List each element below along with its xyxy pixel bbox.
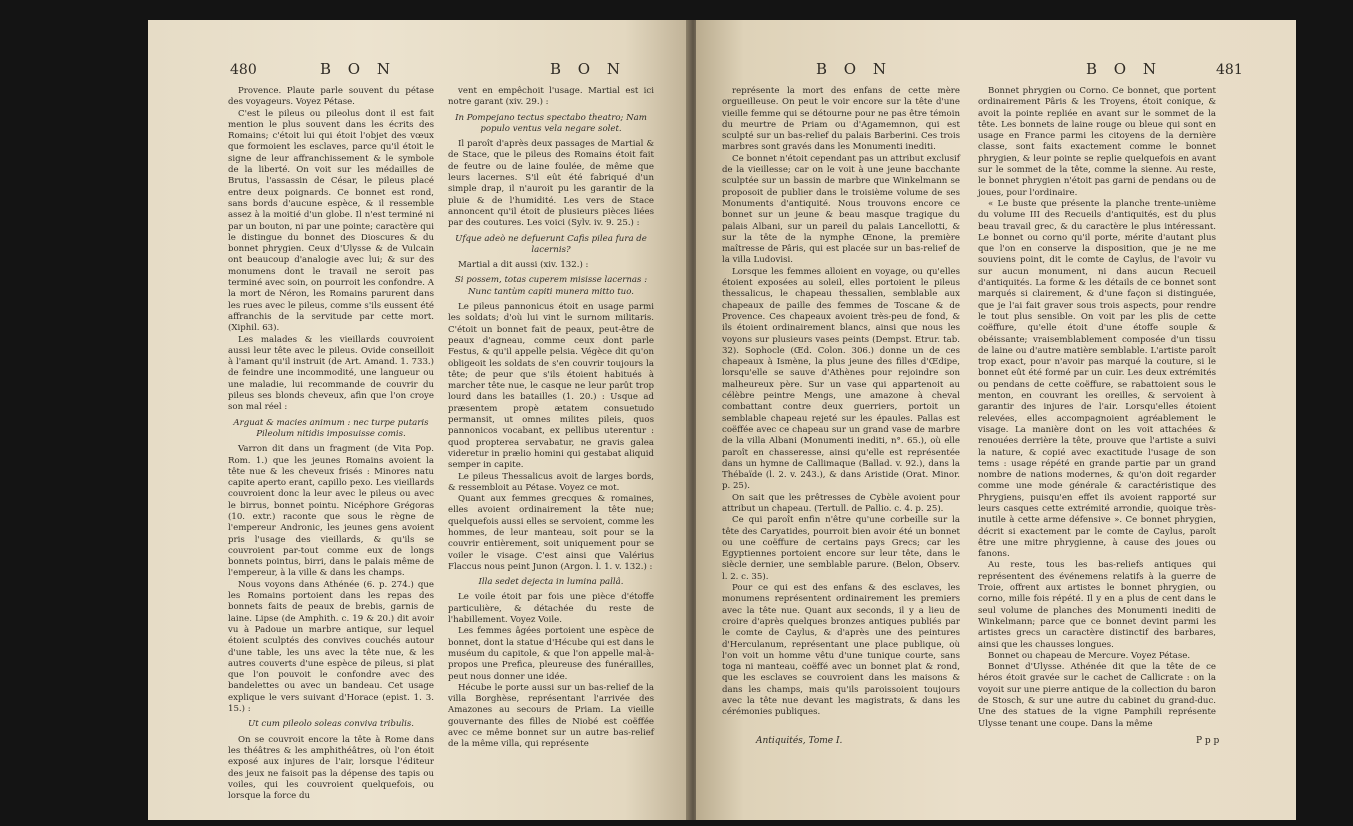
paragraph: C'est le pileus ou pileolus dont il est fait mention le plus souvent dans les écrits des Romains; c'étoit lui qui étoit l'objet des vœux que formoient les esclaves, parce qu'il étoit le signe de leur affranchissement & le symbole de la liberté. On voit sur les médailles de Brutus, l'assassin de César, le pileus placé entre deux poignards. Ce bonnet est rond, sans bords d'aucune espèce, & il ressemble assez à la moitié d'un globe. Il n'est terminé ni par un bouton, ni par une pointe; caractère qui le distingue du bonnet des Dioscures & du bonnet phrygien. Ceux d'Ulysse & de Vulcain ont beaucoup d'analogie avec lui; & sur des monumens dont le travail ne seroit pas terminé avec soin, on pourroit les confondre. A la mort de Néron, les Romains parurent dans les rues avec le pileus, comme s'ils eussent été affranchis de la servitude par cette mort. (Xiphil. 63). — [228, 108, 434, 334]
paragraph: Provence. Plaute parle souvent du pétase des voyageurs. Voyez Pétase. — [228, 86, 434, 108]
paragraph: Le pileus Thessalicus avoit de larges bords, & ressembloit au Pétase. Voyez ce mot. — [448, 471, 654, 493]
paragraph: On se couvroit encore la tête à Rome dans les théâtres & les amphithéâtres, où l'on étoit exposé aux injures de l'air, lorsque l'éditeur des jeux ne faisoit pas la dépense des tapis ou voiles, qui les couvroient quelquefois, ou lorsque la force du — [228, 734, 434, 802]
paragraph: représente la mort des enfans de cette mère orgueilleuse. On peut le voir encore sur la tête d'une vieille femme qui se détourne pour ne pas être témoin du meurtre de Priam ou d'Agamemnon, qui est sculpté sur un bas-relief du palais Barberini. Ces trois marbres sont gravés dans les Monumenti inediti. — [722, 86, 960, 153]
page-number-left: 480 — [230, 62, 257, 78]
paragraph: Varron dit dans un fragment (de Vita Pop. Rom. 1.) que les jeunes Romains avoient la tête nue & les cheveux frisés : Minores natu capite aperto erant, capillo pexo. Les vieillards couvroient donc la leur avec le pileus ou avec le birrus, bonnet pointu. Nicéphore Grégoras (10. extr.) raconte que sous le règne de l'empereur Andronic, les jeunes gens avoient pris l'usage des vieillards, & qu'ils se couvroient par-tout comme eux de longs bonnets pointus, birri, dans le palais même de l'empereur, à la ville & dans les champs. — [228, 444, 434, 579]
paragraph: Il paroît d'après deux passages de Martial & de Stace, que le pileus des Romains étoit fait de feutre ou de laine foulée, de même que leurs lacernes. S'il eût été fabriqué d'un simple drap, il n'auroit pu les garantir de la pluie & de l'humidité. Les vers de Stace annoncent qu'il étoit de plusieurs pièces liées par des coutures. Les voici (Sylv. iv. 9. 25.) : — [448, 139, 654, 229]
page-footer: Antiquités, Tome I. — [756, 736, 843, 746]
paragraph: Les femmes âgées portoient une espèce de bonnet, dont la statue d'Hécube qui est dans le muséum du capitole, & que l'on appelle mal-à-propos une Prefica, pleureuse des funérailles, peut nous donner une idée. — [448, 626, 654, 682]
open-book — [148, 20, 1296, 820]
latin-verse: In Pompejano tectus spectabo theatro; Nam populo ventus vela negare solet. — [455, 112, 647, 134]
latin-verse: Ut cum pileolo soleas conviva tribulis. — [247, 719, 415, 730]
latin-verse: Illa sedet dejecta in lumina pallâ. — [478, 577, 624, 588]
paragraph: Les malades & les vieillards couvroient aussi leur tête avec le pileus. Ovide conseilloit à l'amant qu'il instruit (de Art. Amand. 1. 733.) de feindre une incommodité, une langueur ou une maladie, lui recommande de couvrir du pileus ses blonds cheveux, afin que l'on croye son mal réel : — [228, 334, 434, 413]
left-column-1 — [228, 86, 434, 802]
paragraph: Pour ce qui est des enfans & des esclaves, les monumens représentent ordinairement les premiers avec la tête nue. Quant aux seconds, il y a lieu de croire d'après quelques bronzes antiques publiés par le comte de Caylus, & d'après une des peintures d'Herculanum, représentant une place publique, où l'on voit un homme vêtu d'une tunique courte, sans toga ni manteau, coëffé avec un bonnet plat & rond, que les esclaves se couvroient dans les maisons & dans les champs, mais qu'ils paroissoient toujours avec la tête nue devant les magistrats, & dans les cérémonies publiques. — [722, 583, 960, 718]
right-page — [696, 20, 1296, 820]
latin-verse: Arguat & macies animum : nec turpe putaris Pileolum nitidis imposuisse comis. — [233, 417, 429, 439]
paragraph: vent en empêchoit l'usage. Martial est ici notre garant (xiv. 29.) : — [448, 86, 654, 108]
latin-verse: Ufque adeò ne defuerunt Cafis pilea fura de lacernis? — [455, 233, 647, 255]
right-column-2 — [978, 86, 1216, 730]
right-column-1 — [722, 86, 960, 719]
signature-mark: P p p — [1196, 736, 1220, 746]
running-head-left-col2: B O N — [550, 60, 626, 78]
paragraph: Martial a dit aussi (xiv. 132.) : — [458, 260, 589, 271]
paragraph: Bonnet ou chapeau de Mercure. Voyez Pétase. — [988, 650, 1191, 661]
paragraph: Ce bonnet n'étoit cependant pas un attribut exclusif de la vieillesse; car on le voit à une jeune bacchante sculptée sur un bassin de marbre que Winkelmann se proposoit de publier dans le troisième volume de ses Monuments d'antiquité. Nous trouvons encore ce bonnet sur un jeune & beau masque tragique du palais Albani, sur un pareil du palais Lancellotti, & sur la tête de la nymphe Œnone, la première maîtresse de Pâris, qui est placée sur un bas-relief de la villa Ludovisi. — [722, 153, 960, 266]
paragraph: On sait que les prêtresses de Cybèle avoient pour attribut un chapeau. (Tertull. de Pallio. c. 4. p. 25). — [722, 492, 960, 514]
paragraph: « Le buste que présente la planche trente-unième du volume III des Recueils d'antiquités, est du plus beau travail grec, & du caractère le plus intéressant. Le bonnet ou corno qu'il porte, mérite d'autant plus que l'on en conserve la disposition, que je ne me souviens point, dit le comte de Caylus, de l'avoir vu sur aucun monument, ni dans aucun Recueil d'antiquités. La forme & les détails de ce bonnet sont marqués si clairement, & d'une façon si distinguée, que je l'ai fait graver sous trois aspects, pour rendre le tout plus sensible. On voit par les plis de cette coëffure, qu'elle étoit d'une étoffe souple & obéissante; vraisemblablement composée d'un tissu de laine ou d'autre matière semblable. L'artiste paroît trop exact, pour n'avoir pas marqué la couture, si le bonnet eût été formé par un cuir. Les deux extrémités ou pendans de cette coëffure, se rabattoient sous le menton, en couvrant les oreilles, & servoient à garantir des injures de l'air. Lorsqu'elles étoient relevées, elles accompagnoient agréablement le visage. La manière dont on les voit attachées & renouées derrière la tête, prouve que l'artiste a suivi la nature, & copié avec exactitude l'usage de son tems : usage répété en grande partie par un grand nombre de nations modernes, & qu'on doit regarder comme une mode générale & caractéristique des Phrygiens, puisqu'en effet ils avoient rapporté sur leurs casques cette extrémité arrondie, quoique très-inutile à cette arme défensive ». Ce bonnet phrygien, décrit si exactement par le comte de Caylus, paroît être une mitre phrygienne, à cause des joues ou fanons. — [978, 198, 1216, 560]
paragraph: Hécube le porte aussi sur un bas-relief de la villa Borghèse, représentant l'arrivée des Amazones au secours de Priam. La vieille gouvernante des filles de Niobé est coëffée avec ce même bonnet sur un autre bas-relief de la même villa, qui représente — [448, 682, 654, 750]
paragraph: Le voile étoit par fois une pièce d'étoffe particulière, & détachée du reste de l'habillement. Voyez Voile. — [448, 592, 654, 626]
latin-verse: Si possem, totas cuperem misisse lacernas : Nunc tantùm capiti munera mitto tuo. — [454, 275, 648, 297]
paragraph: Le pileus pannonicus étoit en usage parmi les soldats; d'où lui vint le surnom militaris. C'étoit un bonnet fait de peaux, peut-être de peaux d'agneau, comme ceux dont parle Festus, & qu'il appelle pelsia. Végèce dit qu'on obligeoit les soldats de s'en couvrir toujours la tête; de peur que s'ils étoient habitués à marcher tête nue, le casque ne leur parût trop lourd dans les batailles (1. 20.) : Usque ad præsentem propè ætatem consuetudo permansit, ut omnes milites pileis, quos pannonicos vocabant, ex pellibus uterentur : quod propterea servabatur, ne gravis galea videretur in prælio homini qui gestabat aliquid semper in capite. — [448, 302, 654, 471]
paragraph: Nous voyons dans Athénée (6. p. 274.) que les Romains portoient dans les repas des bonnets faits de peaux de brebis, garnis de laine. Lipse (de Amphith. c. 19 & 20.) dit avoir vu à Padoue un marbre antique, sur lequel étoient sculptés des convives couchés autour d'une table, les uns avec la tête nue, & les autres couverts d'une espèce de pileus, si plat que l'on pouvoit le confondre avec des bandelettes ou avec un bandeau. Cet usage explique le vers suivant d'Horace (epist. 1. 3. 15.) : — [228, 579, 434, 715]
running-head-right-col2: B O N — [1086, 60, 1162, 78]
page-number-right: 481 — [1216, 62, 1243, 78]
left-page — [148, 20, 690, 820]
paragraph: Au reste, tous les bas-reliefs antiques qui représentent des événemens relatifs à la guerre de Troie, offrent aux artistes le bonnet phrygien, ou corno, mille fois répété. Il y en a plus de cent dans le seul volume de planches des Monumenti inediti de Winkelmann; parce que ce bonnet devint parmi les artistes grecs un caractère distinctif des barbares, ainsi que les chausses longues. — [978, 560, 1216, 650]
right-page-header — [696, 60, 1296, 88]
paragraph: Lorsque les femmes alloient en voyage, ou qu'elles étoient exposées au soleil, elles portoient le pileus thessalicus, le chapeau thessalien, semblable aux chapeaux de paille des femmes de Toscane & de Provence. Ces chapeaux avoient très-peu de fond, & ils étoient ordinairement blancs, ainsi que nous les voyons sur plusieurs vases peints (Dempst. Etrur. tab. 32). Sophocle (Œd. Colon. 306.) donne un de ces chapeaux à Ismène, la plus jeune des filles d'Œdipe, lorsqu'elle se sauve d'Athènes pour rejoindre son malheureux père. Sur un vase qui appartenoit au célèbre peintre Mengs, une amazone à cheval combattant contre deux guerriers, portoit un semblable chapeau rejeté sur les épaules. Pallas est coëffée avec ce chapeau sur un grand vase de marbre de la villa Albani (Monumenti inediti, n°. 65.), où elle paroît en chasseresse, ainsi qu'elle est représentée dans un hymne de Callimaque (Ballad. v. 92.), dans la Thébaïde (l. 2. v. 243.), & dans Aristide (Orat. Minor. p. 25). — [722, 266, 960, 492]
paragraph: Quant aux femmes grecques & romaines, elles avoient ordinairement la tête nue; quelquefois aussi elles se servoient, comme les hommes, de leur manteau, soit pour se la couvrir entièrement, soit uniquement pour se voiler le visage. C'est ainsi que Valérius Flaccus nous peint Junon (Argon. l. 1. v. 132.) : — [448, 494, 654, 572]
left-page-header — [148, 60, 690, 88]
paragraph: Bonnet phrygien ou Corno. Ce bonnet, que portent ordinairement Pâris & les Troyens, étoit conique, & avoit la pointe repliée en avant sur le sommet de la tête. Les bonnets de laine rouge ou bleue qui sont en usage en France parmi les citoyens de la dernière classe, sont faits exactement comme le bonnet phrygien, & leur pointe se replie quelquefois en avant sur le sommet de la tête, comme la sienne. Au reste, le bonnet phrygien n'étoit pas garni de pendans ou de joues, pour l'ordinaire. — [978, 86, 1216, 198]
running-head-right-col1: B O N — [816, 60, 892, 78]
paragraph: Bonnet d'Ulysse. Athénée dit que la tête de ce héros étoit gravée sur le cachet de Callicrate : on la voyoit sur une pierre antique de la collection du baron de Stosch, & sur une autre du cabinet du grand-duc. Une des statues de la vigne Pamphili représente Ulysse tenant une coupe. Dans la même — [978, 662, 1216, 729]
paragraph: Ce qui paroît enfin n'être qu'une corbeille sur la tête des Caryatides, pourroit bien avoir été un bonnet ou une coëffure de certains pays Grecs; car les Egyptiennes portoient encore sur leur tête, dans le siècle dernier, une semblable parure. (Belon, Observ. l. 2. c. 35). — [722, 515, 960, 582]
running-head-left-col1: B O N — [320, 60, 396, 78]
left-column-2 — [448, 86, 654, 751]
